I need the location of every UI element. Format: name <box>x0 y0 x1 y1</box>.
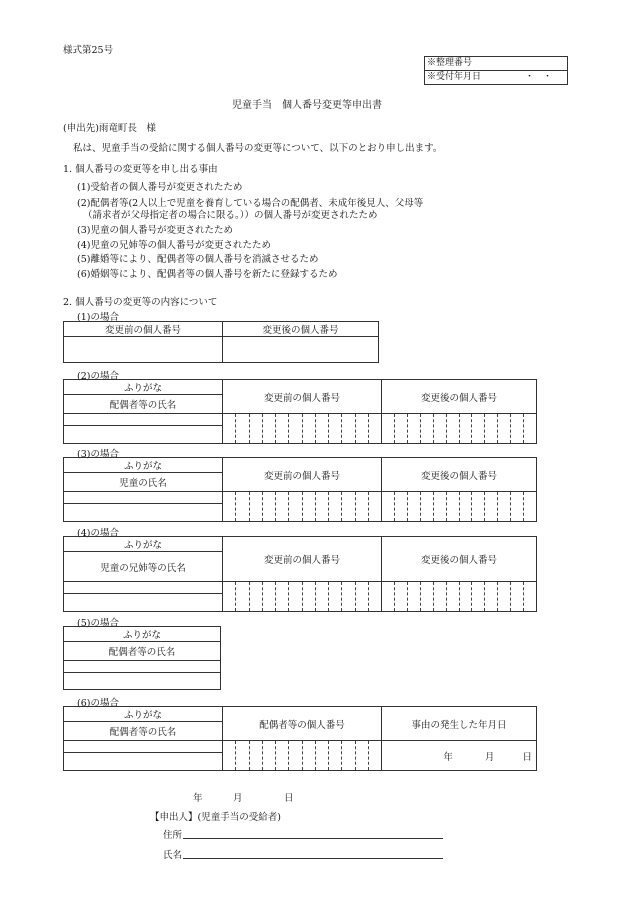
case3-label: (3)の場合 <box>77 449 119 460</box>
addressee: (申出先)雨竜町長 様 <box>63 123 156 134</box>
month-unit: 月 <box>484 751 495 763</box>
case1-table <box>63 321 379 363</box>
year-unit: 年 <box>443 751 453 763</box>
name-label: 配偶者等の氏名 <box>64 722 223 741</box>
name-label: 配偶者等の氏名 <box>64 395 223 414</box>
form-title: 児童手当 個人番号変更等申出書 <box>232 100 382 111</box>
furigana-label: ふりがな <box>64 380 223 395</box>
name-field[interactable] <box>183 858 443 859</box>
day-unit: 日 <box>522 751 532 763</box>
reason-5: (5)離婚等により、配偶者等の個人番号を消滅させるため <box>77 254 319 265</box>
office-use-box <box>424 56 568 85</box>
before-number-header: 変更前の個人番号 <box>223 380 382 414</box>
furigana-input[interactable] <box>64 492 223 504</box>
ref-number-label: ※整理番号 <box>427 58 473 68</box>
footer-year: 年 <box>193 793 203 804</box>
section2-heading: 2. 個人番号の変更等の内容について <box>63 297 218 308</box>
case6-label: (6)の場合 <box>77 698 119 709</box>
furigana-input[interactable] <box>64 741 223 753</box>
name-input[interactable] <box>64 426 223 444</box>
before-number-header: 変更前の個人番号 <box>223 537 382 582</box>
before-number-input[interactable] <box>64 337 223 363</box>
furigana-input[interactable] <box>64 414 223 426</box>
reason-6: (6)婚姻等により、配偶者等の個人番号を新たに登録するため <box>77 269 338 280</box>
case2-table <box>63 379 537 444</box>
reason-2-cont: （請求者が父母指定者の場合に限る。））の個人番号が変更されたため <box>83 210 378 221</box>
case1-label: (1)の場合 <box>77 312 119 323</box>
case6-table <box>63 706 537 771</box>
received-date-dots: ・ ・ <box>525 72 553 82</box>
event-date-header: 事由の発生した年月日 <box>382 707 537 741</box>
received-date-label: ※受付年月日 <box>427 72 482 82</box>
case5-label: (5)の場合 <box>77 618 119 629</box>
name-input[interactable] <box>64 753 223 771</box>
before-number-input[interactable] <box>223 414 382 444</box>
spouse-number-input[interactable] <box>223 741 382 771</box>
furigana-label: ふりがな <box>64 458 223 473</box>
before-number-header: 変更前の個人番号 <box>223 458 382 492</box>
before-number-header: 変更前の個人番号 <box>64 322 223 337</box>
footer-month: 月 <box>233 793 243 804</box>
intro-text: 私は、児童手当の受給に関する個人番号の変更等について、以下のとおり申し出ます。 <box>73 143 443 154</box>
after-number-input[interactable] <box>382 492 537 522</box>
spouse-number-header: 配偶者等の個人番号 <box>223 707 382 741</box>
case5-table <box>63 626 221 690</box>
furigana-input[interactable] <box>64 661 221 673</box>
reason-1: (1)受給者の個人番号が変更されたため <box>77 182 243 193</box>
section1-heading: 1. 個人番号の変更等を申し出る事由 <box>63 164 218 175</box>
after-number-header: 変更後の個人番号 <box>382 380 537 414</box>
name-label: 児童の氏名 <box>64 473 223 492</box>
reason-2: (2)配偶者等(2人以上で児童を養育している場合の配偶者、未成年後見人、父母等 <box>77 198 424 209</box>
address-label: 住所 <box>163 830 183 841</box>
applicant-label: 【申出人】(児童手当の受給者) <box>150 812 281 823</box>
name-label: 配偶者等の氏名 <box>64 642 221 661</box>
furigana-label: ふりがな <box>64 627 221 642</box>
after-number-header: 変更後の個人番号 <box>382 458 537 492</box>
after-number-input[interactable] <box>223 337 379 363</box>
reason-3: (3)児童の個人番号が変更されたため <box>77 225 233 236</box>
name-field-label: 氏名 <box>163 850 183 861</box>
case2-label: (2)の場合 <box>77 371 119 382</box>
address-field[interactable] <box>183 838 443 839</box>
after-number-header: 変更後の個人番号 <box>223 322 379 337</box>
before-number-input[interactable] <box>223 582 382 612</box>
name-input[interactable] <box>64 594 223 612</box>
furigana-input[interactable] <box>64 582 223 594</box>
case3-table <box>63 457 537 522</box>
after-number-input[interactable] <box>382 414 537 444</box>
event-date-input[interactable] <box>382 741 537 771</box>
case4-table <box>63 536 537 612</box>
received-date-row <box>425 70 567 84</box>
reason-4: (4)児童の兄姉等の個人番号が変更されたため <box>77 240 271 251</box>
name-input[interactable] <box>64 504 223 522</box>
before-number-input[interactable] <box>223 492 382 522</box>
footer-day: 日 <box>284 793 294 804</box>
form-number: 様式第25号 <box>63 45 114 56</box>
after-number-input[interactable] <box>382 582 537 612</box>
name-label: 児童の兄姉等の氏名 <box>64 552 223 582</box>
after-number-header: 変更後の個人番号 <box>382 537 537 582</box>
case4-label: (4)の場合 <box>77 528 119 539</box>
furigana-label: ふりがな <box>64 537 223 552</box>
furigana-label: ふりがな <box>64 707 223 722</box>
name-input[interactable] <box>64 673 221 690</box>
